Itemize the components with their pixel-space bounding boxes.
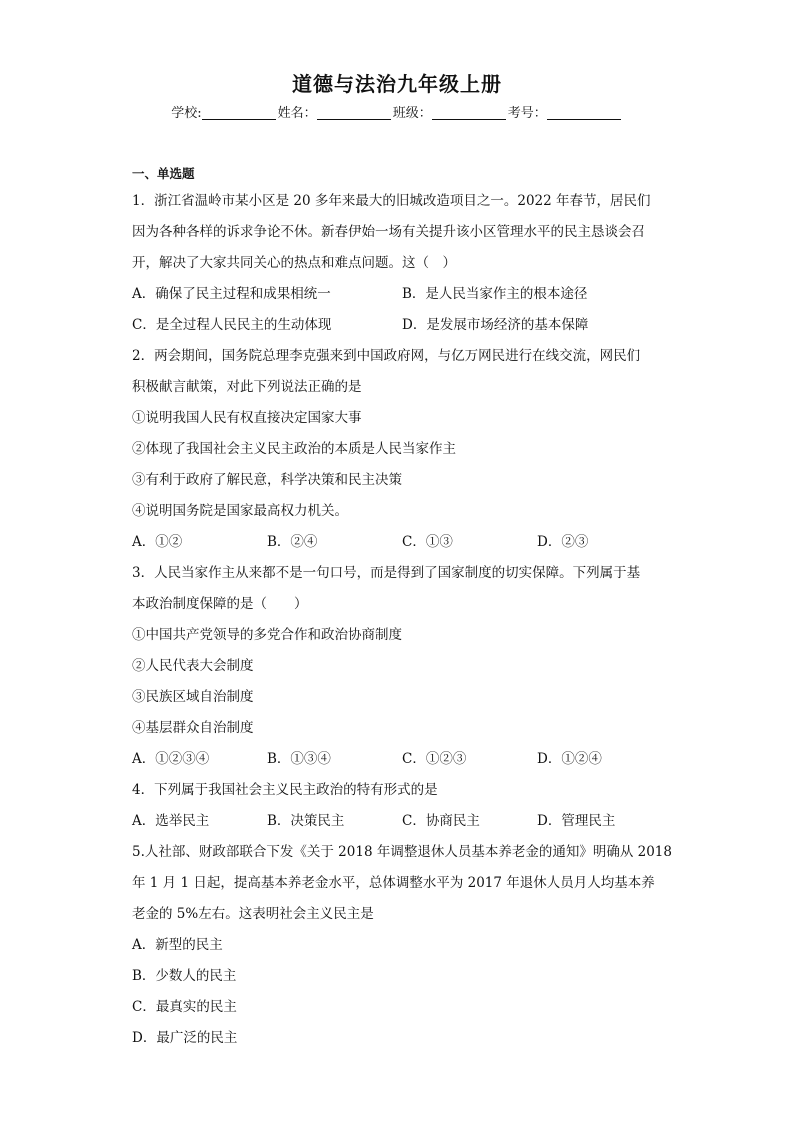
name-blank [317, 105, 391, 120]
option-a: A．新型的民主 [132, 937, 223, 953]
question-content [132, 162, 672, 1054]
option-c: C．是全过程人民民主的生动体现 [132, 317, 332, 333]
option-a: A．①② [132, 534, 183, 550]
option-b: B．②④ [267, 534, 318, 550]
option-d: D．是发展市场经济的基本保障 [402, 317, 589, 333]
question-text-line: 3．人民当家作主从来都不是一句口号，而是得到了国家制度的切实保障。下列属于基 [132, 565, 641, 581]
section-title: 一、单选题 [132, 166, 195, 181]
question-text-line: 5.人社部、财政部联合下发《关于 2018 年调整退休人员基本养老金的通知》明确从 2018 [132, 844, 672, 860]
question-text-line: 年 1 月 1 日起，提高基本养老金水平，总体调整水平为 2017 年退休人员月人均基本养 [132, 875, 655, 891]
option-d: D．管理民主 [537, 813, 616, 829]
question-text-line: 因为各种各样的诉求争论不休。新春伊始一场有关提升该小区管理水平的民主恳谈会召 [132, 224, 645, 240]
question-4 [132, 775, 672, 837]
question-5 [132, 837, 672, 1054]
question-2 [132, 341, 672, 558]
statement-line: ①中国共产党领导的多党合作和政治协商制度 [132, 627, 402, 643]
school-blank [202, 105, 276, 120]
statement-line: ③有利于政府了解民意，科学决策和民主决策 [132, 472, 402, 488]
option-row [132, 806, 672, 837]
statement-line: ④基层群众自治制度 [132, 720, 254, 736]
option-d: D．最广泛的民主 [132, 1030, 238, 1046]
question-text-line: 1．浙江省温岭市某小区是 20 多年来最大的旧城改造项目之一。2022 年春节，居民们 [132, 193, 651, 209]
option-row [132, 527, 672, 558]
question-text-line: 2．两会期间，国务院总理李克强来到中国政府网，与亿万网民进行在线交流，网民们 [132, 348, 641, 364]
question-text-line: 开，解决了大家共同关心的热点和难点问题。这（ ） [132, 255, 456, 271]
option-a: A．确保了民主过程和成果相统一 [132, 286, 331, 302]
statement-line: ②体现了我国社会主义民主政治的本质是人民当家作主 [132, 441, 456, 457]
option-a: A．选举民主 [132, 813, 210, 829]
student-info-line [0, 102, 794, 121]
class-label: 班级： [392, 106, 432, 121]
option-c: C．协商民主 [402, 813, 480, 829]
option-b: B．是人民当家作主的根本途径 [402, 286, 588, 302]
statement-line: ④说明国务院是国家最高权力机关。 [132, 503, 348, 519]
option-d: D．①②④ [537, 751, 602, 767]
question-text-line: 本政治制度保障的是（ ） [132, 596, 308, 612]
option-d: D．②③ [537, 534, 589, 550]
exam-number-label: 考号： [507, 106, 547, 121]
question-3 [132, 558, 672, 775]
class-blank [432, 105, 506, 120]
question-1 [132, 186, 672, 341]
question-text-line: 积极献言献策，对此下列说法正确的是 [132, 379, 362, 395]
question-text-line: 老金的 5%左右。这表明社会主义民主是 [132, 906, 374, 922]
option-row [132, 279, 672, 310]
question-text-line: 4．下列属于我国社会主义民主政治的特有形式的是 [132, 782, 438, 798]
option-c: C．最真实的民主 [132, 999, 237, 1015]
option-b: B．①③④ [267, 751, 331, 767]
option-row [132, 310, 672, 341]
statement-line: ③民族区域自治制度 [132, 689, 254, 705]
option-b: B．少数人的民主 [132, 968, 237, 984]
page-title: 道德与法治九年级上册 [292, 72, 502, 96]
option-c: C．①②③ [402, 751, 467, 767]
exam-number-blank [547, 105, 621, 120]
option-c: C．①③ [402, 534, 453, 550]
option-a: A．①②③④ [132, 751, 210, 767]
option-b: B．决策民主 [267, 813, 345, 829]
school-label: 学校: [171, 106, 202, 121]
option-row [132, 744, 672, 775]
statement-line: ①说明我国人民有权直接决定国家大事 [132, 410, 362, 426]
name-label: 姓名： [277, 106, 317, 121]
statement-line: ②人民代表大会制度 [132, 658, 254, 674]
